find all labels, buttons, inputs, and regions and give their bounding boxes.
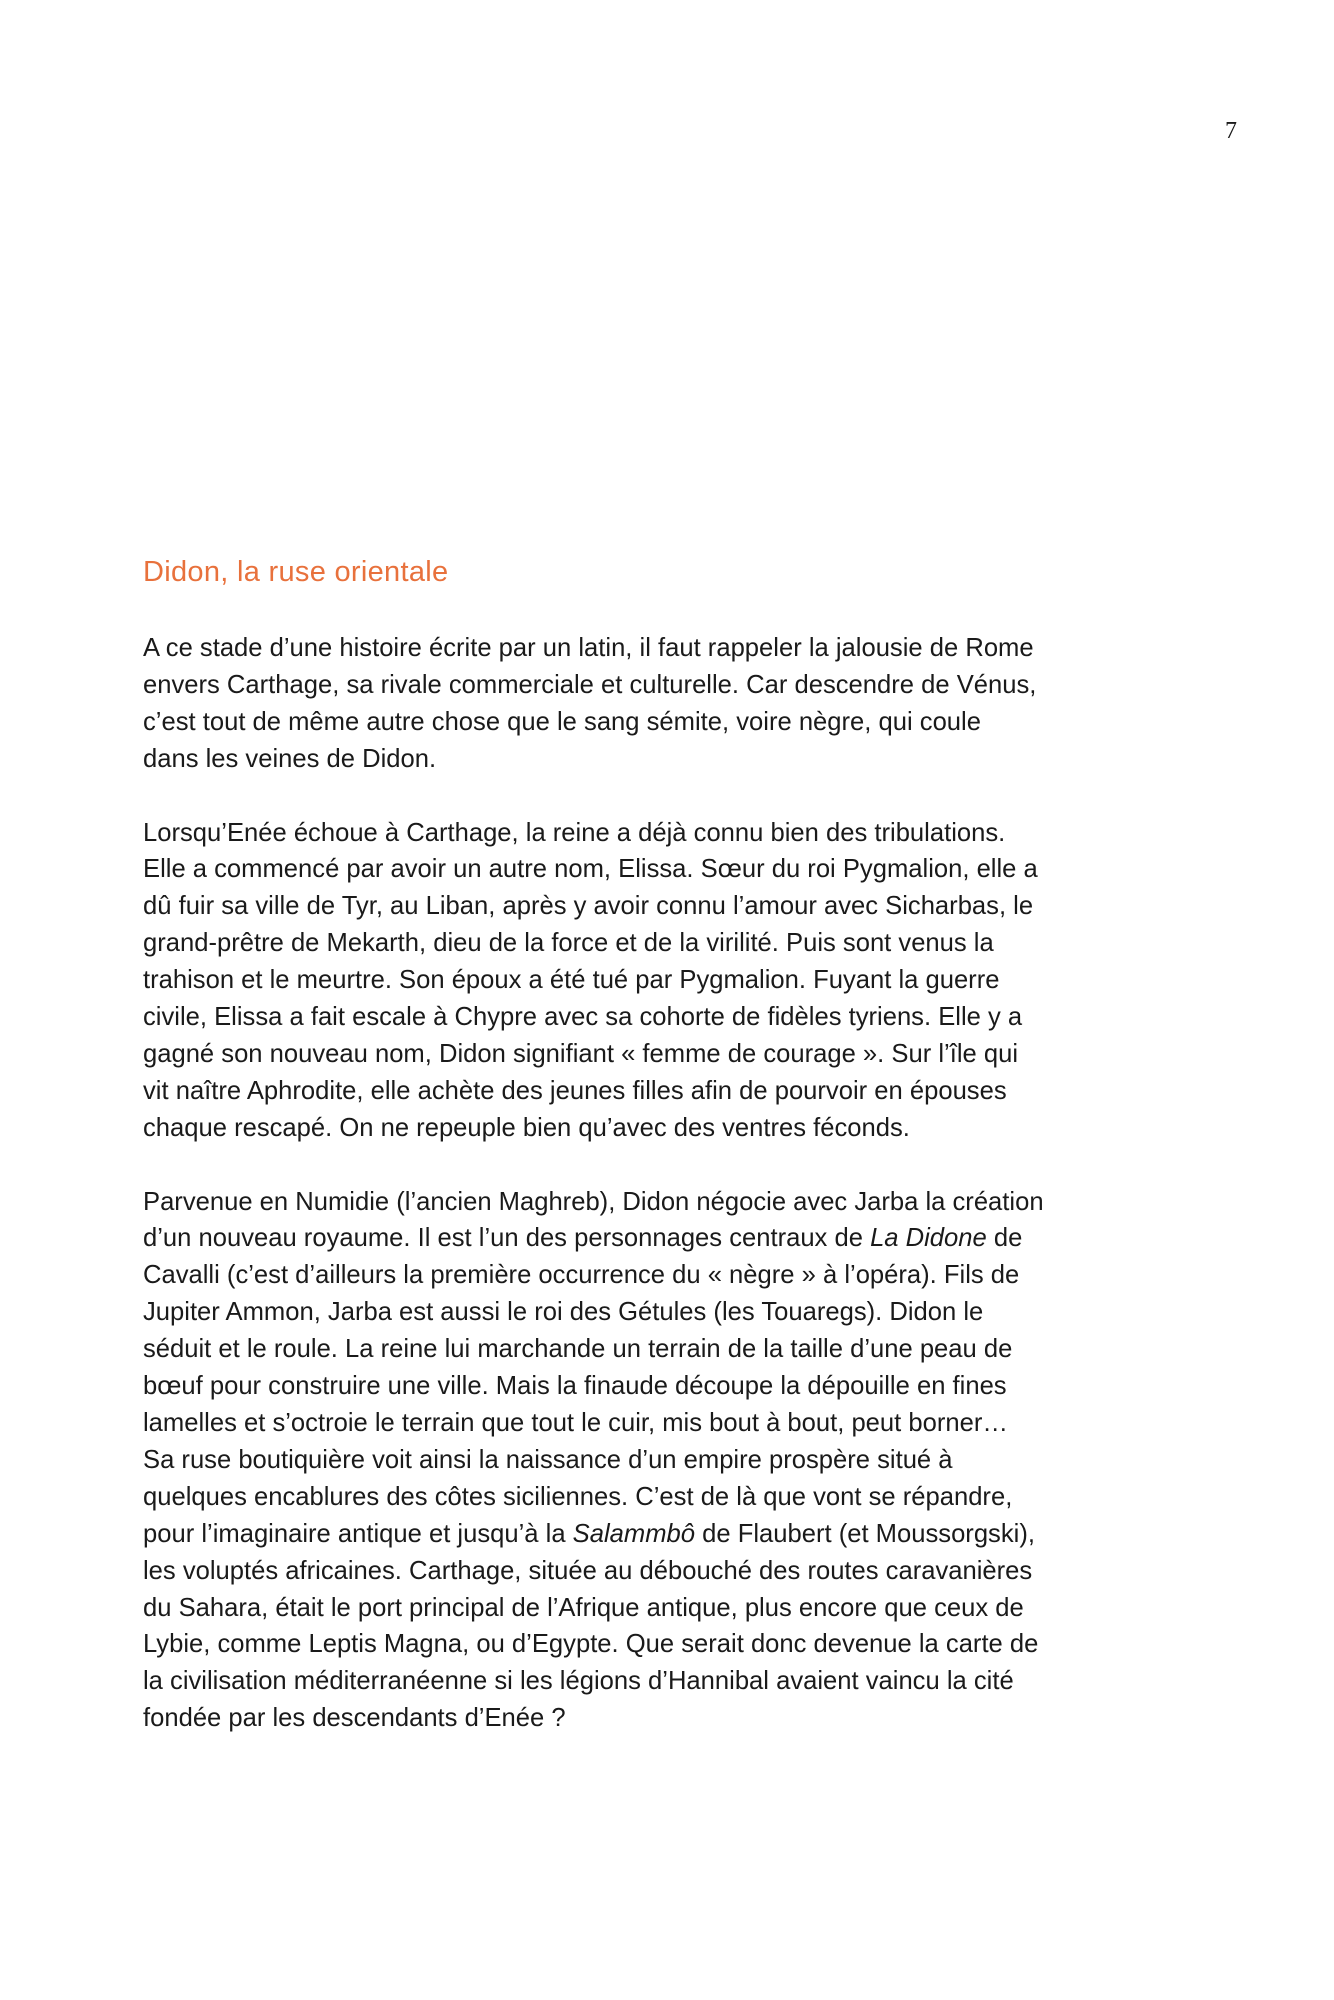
text-line: vit naître Aphrodite, elle achète des jeunes filles afin de pourvoir en épouses bbox=[143, 1076, 1007, 1105]
section-title: Didon, la ruse orientale bbox=[143, 556, 449, 588]
text-line: envers Carthage, sa rivale commerciale et culturelle. Car descendre de Vénus, bbox=[143, 670, 1037, 699]
italic-title: La Didone bbox=[870, 1224, 987, 1253]
text-line: pour l’imaginaire antique et jusqu’à la Salammbô de Flaubert (et Moussorgski), bbox=[143, 1519, 1035, 1548]
text-line: Lorsqu’Enée échoue à Carthage, la reine a déjà connu bien des tribulations. bbox=[143, 818, 1006, 847]
paragraph-1 bbox=[143, 630, 1193, 778]
text-line: quelques encablures des côtes siciliennes. C’est de là que vont se répandre, bbox=[143, 1482, 1013, 1511]
text-line: d’un nouveau royaume. Il est l’un des personnages centraux de La Didone de bbox=[143, 1224, 1023, 1253]
text-line: la civilisation méditerranéenne si les légions d’Hannibal avaient vaincu la cité bbox=[143, 1667, 1014, 1696]
text-line: grand-prêtre de Mekarth, dieu de la force et de la virilité. Puis sont venus la bbox=[143, 929, 994, 958]
body-text bbox=[143, 630, 1193, 1737]
text-line: Elle a commencé par avoir un autre nom, Elissa. Sœur du roi Pygmalion, elle a bbox=[143, 855, 1038, 884]
italic-title: Salammbô bbox=[572, 1519, 696, 1548]
text-line: lamelles et s’octroie le terrain que tout le cuir, mis bout à bout, peut borner… bbox=[143, 1409, 1008, 1437]
text-line: Cavalli (c’est d’ailleurs la première occurrence du « nègre » à l’opéra). Fils de bbox=[143, 1261, 1020, 1290]
text-line: Lybie, comme Leptis Magna, ou d’Egypte. Que serait donc devenue la carte de bbox=[143, 1630, 1039, 1659]
text-line: c’est tout de même autre chose que le sang sémite, voire nègre, qui coule bbox=[143, 707, 981, 736]
page-number: 7 bbox=[1225, 118, 1237, 144]
text-line: gagné son nouveau nom, Didon signifiant « femme de courage ». Sur l’île qui bbox=[143, 1039, 1018, 1068]
text-line: dû fuir sa ville de Tyr, au Liban, après y avoir connu l’amour avec Sicharbas, le bbox=[143, 892, 1034, 921]
text-line: Parvenue en Numidie (l’ancien Maghreb), Didon négocie avec Jarba la création bbox=[143, 1187, 1044, 1216]
paragraph-2 bbox=[143, 815, 1193, 1147]
text-line: chaque rescapé. On ne repeuple bien qu’avec des ventres féconds. bbox=[143, 1113, 910, 1142]
text-line: bœuf pour construire une ville. Mais la finaude découpe la dépouille en fines bbox=[143, 1372, 1007, 1401]
text-line: fondée par les descendants d’Enée ? bbox=[143, 1704, 566, 1733]
text-line: civile, Elissa a fait escale à Chypre avec sa cohorte de fidèles tyriens. Elle y a bbox=[143, 1003, 1023, 1032]
text-line: dans les veines de Didon. bbox=[143, 744, 437, 773]
text-line: séduit et le roule. La reine lui marchande un terrain de la taille d’une peau de bbox=[143, 1335, 1013, 1364]
text-line: Sa ruse boutiquière voit ainsi la naissance d’un empire prospère situé à bbox=[143, 1445, 953, 1474]
text-line: trahison et le meurtre. Son époux a été tué par Pygmalion. Fuyant la guerre bbox=[143, 966, 1000, 995]
text-line: Jupiter Ammon, Jarba est aussi le roi des Gétules (les Touaregs). Didon le bbox=[143, 1298, 984, 1327]
text-line: A ce stade d’une histoire écrite par un latin, il faut rappeler la jalousie de Rome bbox=[143, 634, 1034, 662]
text-line: les voluptés africaines. Carthage, située au débouché des routes caravanières bbox=[143, 1556, 1033, 1585]
paragraph-3 bbox=[143, 1184, 1193, 1738]
text-line: du Sahara, était le port principal de l’Afrique antique, plus encore que ceux de bbox=[143, 1593, 1024, 1622]
